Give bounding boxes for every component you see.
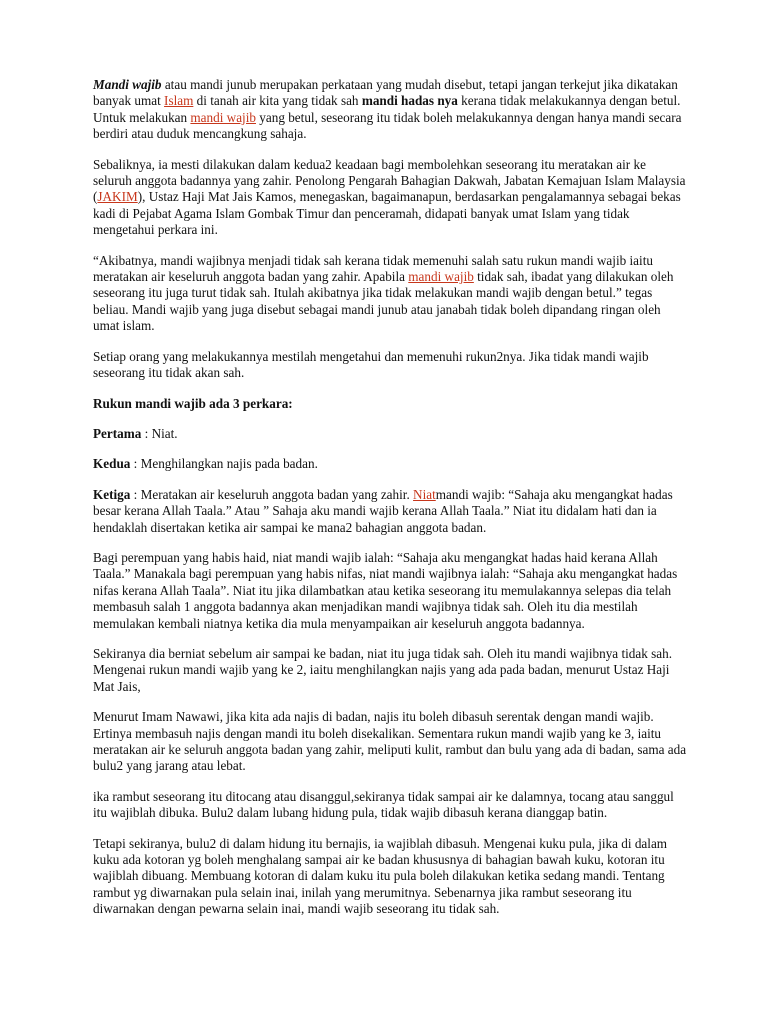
paragraph-perempuan: Bagi perempuan yang habis haid, niat mandi wajib ialah: “Sahaja aku mengangkat hadas haid kerana Allah Taala.” Manakala bagi perempuan yang habis nifas, niat mandi wajibnya ialah: “Sahaja aku mengangkat hadas nifas kerana Allah Taala”. Niat itu jika dilambatkan atau ketika seseorang itu memulakannya selepas dia telah membasuh salah 1 anggota badannya akan menjadikan mandi wajibnya tidak sah. Oleh itu dia mestilah memulakan kembali niatnya ketika dia mula menyampaikan air keseluruh anggota badannya. <box>93 549 678 631</box>
term-mandi-wajib: Mandi wajib <box>93 77 162 92</box>
item-ketiga <box>93 487 688 536</box>
text: : Meratakan air keseluruh anggota badan yang zahir. <box>130 486 414 502</box>
bold-mandi-hadas: mandi hadas nya <box>361 93 458 109</box>
label-ketiga: Ketiga <box>93 486 131 502</box>
link-islam[interactable]: Islam <box>164 93 194 109</box>
paragraph-intro <box>93 77 688 143</box>
heading-rukun: Rukun mandi wajib ada 3 perkara: <box>93 395 293 411</box>
paragraph-kuku: Tetapi sekiranya, bulu2 di dalam hidung itu bernajis, ia wajiblah dibasuh. Mengenai kuku pula, jika di dalam kuku ada kotoran yg boleh menghalang sampai air ke badan khususnya di bahagian bawah kuku, kotoran itu wajiblah dibuang. Membuang kotoran di dalam kuku itu pula boleh dilakukan ketika sedang mandi. Tentang rambut yg diwarnakan pula selain inai, inilah yang merumitnya. Sebenarnya jika rambut seseorang itu diwarnakan dengan pewarna selain inai, mandi wajib seseorang itu tidak sah. <box>93 835 668 917</box>
paragraph-sekiranya: Sekiranya dia berniat sebelum air sampai ke badan, niat itu juga tidak sah. Oleh itu mandi wajibnya tidak sah. Mengenai rukun mandi wajib yang ke 2, iaitu menghilangkan najis yang ada pada badan, menurut Ustaz Haji Mat Jais, <box>93 645 672 694</box>
text: kerana tidak melakukannya dengan betul. Untuk melakukan <box>93 93 681 125</box>
text: ), Ustaz Haji Mat Jais Kamos, menegaskan, bagaimanapun, berdasarkan pengalamannya sebagai bekas kadi di Pejabat Agama Islam Gombak Timur dan penceramah, didapati banyak umat Islam yang tidak mengetahui perkara ini. <box>93 189 681 238</box>
label-pertama: Pertama <box>93 425 142 441</box>
text: di tanah air kita yang tidak sah <box>193 93 362 109</box>
paragraph-setiap-orang: Setiap orang yang melakukannya mestilah mengetahui dan memenuhi rukun2nya. Jika tidak mandi wajib seseorang itu tidak akan sah. <box>93 348 649 381</box>
text: : Niat. <box>141 425 178 441</box>
item-kedua <box>93 456 688 472</box>
paragraph-quote <box>93 253 688 335</box>
link-mandi-wajib-2[interactable]: mandi wajib <box>408 269 474 285</box>
paragraph-rambut: ika rambut seseorang itu ditocang atau disanggul,sekiranya tidak sampai air ke dalamnya, tocang atau sanggul itu wajiblah dibuka. Bulu2 dalam lubang hidung pula, tidak wajib dibasuh kerana dianggap batin. <box>93 788 674 821</box>
text: atau mandi junub merupakan perkataan yang mudah disebut, tetapi jangan terkejut jika dikatakan banyak umat <box>93 77 678 109</box>
link-mandi-wajib[interactable]: mandi wajib <box>190 109 256 125</box>
link-niat[interactable]: Niat <box>413 486 436 502</box>
label-kedua: Kedua <box>93 456 131 472</box>
text: mandi wajib: “Sahaja aku mengangkat hadas besar kerana Allah Taala.” Atau ” Sahaja aku mandi wajib kerana Allah Taala.” Niat itu didalam hati dan ia hendaklah disertakan ketika air sampai ke mana2 bahagian anggota badan. <box>93 486 673 535</box>
text: : Menghilangkan najis pada badan. <box>130 456 318 472</box>
text: “Akibatnya, mandi wajibnya menjadi tidak sah kerana tidak memenuhi salah satu rukun mandi wajib iaitu meratakan air keseluruh anggota badan yang zahir. Apabila <box>93 252 653 285</box>
paragraph-sebaliknya <box>93 157 688 239</box>
paragraph-nawawi: Menurut Imam Nawawi, jika kita ada najis di badan, najis itu boleh dibasuh serentak dengan mandi wajib. Ertinya membasuh najis dengan mandi itu boleh disekalikan. Sementara rukun mandi wajib yang ke 3, iaitu meratakan air ke seluruh anggota badan yang zahir, meliputi kulit, rambut dan bulu yang ada di badan, sama ada bulu2 yang jarang atau lebat. <box>93 709 687 774</box>
text: yang betul, seseorang itu tidak boleh melakukannya dengan hanya mandi secara berdiri atau duduk mencangkung sahaja. <box>93 109 682 142</box>
item-pertama <box>93 426 688 442</box>
text: Sebaliknya, ia mesti dilakukan dalam kedua2 keadaan bagi membolehkan seseorang itu meratakan air ke seluruh anggota badannya yang zahir. Penolong Pengarah Bahagian Dakwah, Jabatan Kemajuan Islam Malaysia ( <box>93 156 686 205</box>
link-jakim[interactable]: JAKIM <box>97 189 138 205</box>
text: tidak sah, ibadat yang dilakukan oleh seseorang itu juga turut tidak sah. Itulah akibatnya jika tidak melakukan mandi wajib dengan betul.” tegas beliau. Mandi wajib yang juga disebut sebagai mandi junub atau janabah tidak boleh dipandang ringan oleh umat islam. <box>93 269 674 334</box>
